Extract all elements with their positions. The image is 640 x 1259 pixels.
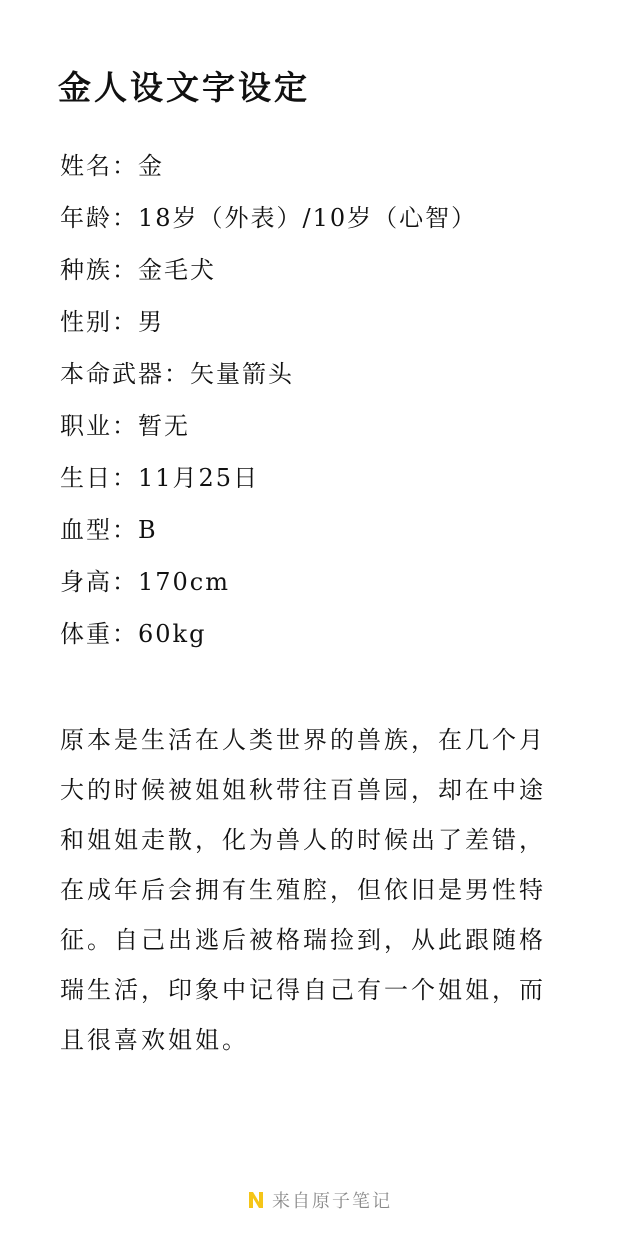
profile-list xyxy=(60,140,600,660)
page-title: 金人设文字设定 xyxy=(58,68,310,107)
profile-occupation: 职业：暂无 xyxy=(60,412,190,440)
n-logo-icon xyxy=(248,1191,264,1209)
profile-age: 年龄：18岁（外表）/10岁（心智） xyxy=(60,204,478,232)
footer-source-text: 来自原子笔记 xyxy=(272,1191,392,1212)
profile-name: 姓名：金 xyxy=(60,152,164,180)
profile-species: 种族：金毛犬 xyxy=(60,256,216,284)
profile-weapon: 本命武器：矢量箭头 xyxy=(60,360,294,388)
profile-blood-type: 血型：B xyxy=(60,516,158,544)
profile-weight: 体重：60kg xyxy=(60,620,207,648)
profile-birthday: 生日：11月25日 xyxy=(60,464,260,492)
profile-gender: 性别：男 xyxy=(60,308,164,336)
profile-height: 身高：170cm xyxy=(60,568,231,596)
background-description: 原本是生活在人类世界的兽族，在几个月 大的时候被姐姐秋带往百兽园，却在中途 和姐姐走散，化为兽人的时候出了差错， 在成年后会拥有生殖腔，但依旧是男性特 征。自己出逃后被格瑞捡到，从此跟随格 瑞生活，印象中记得自己有一个姐姐，而 且很喜欢姐姐。 xyxy=(60,726,546,1054)
footer-attribution xyxy=(0,1180,640,1220)
